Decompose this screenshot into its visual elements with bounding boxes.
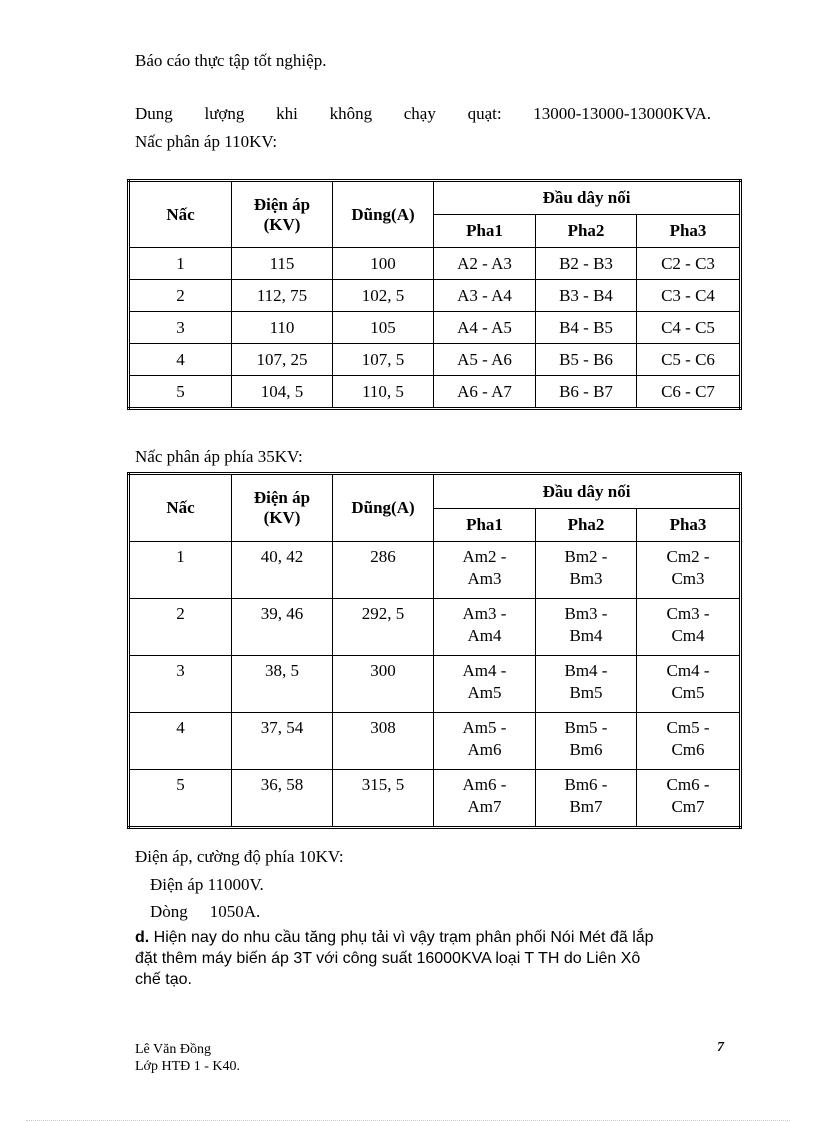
cell-pha1: A4 - A5: [434, 312, 536, 344]
table-row: [129, 248, 741, 280]
cell-pha2: B3 - B4: [536, 280, 637, 312]
cell-voltage: 107, 25: [232, 344, 333, 376]
header-dien-ap: [232, 181, 333, 248]
current-label: Dòng: [150, 902, 188, 921]
cell-pha3: [637, 770, 741, 828]
cell-pha3-top: Cm6 -: [666, 775, 710, 794]
header-dung: Dũng(A): [333, 474, 434, 542]
cell-pha2: [536, 770, 637, 828]
table-row: [129, 376, 741, 409]
capacity-word: Dung: [135, 104, 173, 123]
cell-pha2-bottom: Bm7: [569, 797, 603, 816]
cell-pha2-top: Bm2 -: [564, 547, 608, 566]
header-pha1: Pha1: [434, 509, 536, 542]
header-pha2: Pha2: [536, 215, 637, 248]
cell-pha1: A5 - A6: [434, 344, 536, 376]
tap-110kv-table: [127, 179, 742, 410]
voltage-10kv: Điện áp 11000V.: [150, 875, 264, 894]
cell-nac: 3: [129, 312, 232, 344]
cell-pha1: A2 - A3: [434, 248, 536, 280]
cell-voltage: 39, 46: [232, 599, 333, 656]
cell-current: 105: [333, 312, 434, 344]
cell-nac: 5: [129, 376, 232, 409]
cell-current: 107, 5: [333, 344, 434, 376]
cell-pha1-top: Am2 -: [462, 547, 507, 566]
cell-pha2: [536, 542, 637, 599]
cell-pha1-bottom: Am3: [467, 569, 502, 588]
header-dau-day-noi: Đầu dây nối: [434, 474, 741, 509]
header-dien-ap-line2: (KV): [263, 214, 301, 234]
header-dien-ap-line1: Điện áp: [253, 194, 311, 214]
cell-pha1-bottom: Am4: [467, 626, 502, 645]
table-row: [129, 770, 741, 828]
cell-pha1-top: Am3 -: [462, 604, 507, 623]
table-row: [129, 312, 741, 344]
header-nac: Nấc: [129, 474, 232, 542]
cell-pha2-bottom: Bm6: [569, 740, 603, 759]
header-dien-ap: [232, 474, 333, 542]
table-row: [129, 713, 741, 770]
cell-nac: 1: [129, 248, 232, 280]
cell-current: 286: [333, 542, 434, 599]
footer-author: Lê Văn Đồng: [135, 1042, 211, 1057]
header-nac: Nấc: [129, 181, 232, 248]
cell-pha3-top: Cm2 -: [666, 547, 710, 566]
paragraph-d: [135, 927, 719, 990]
cell-pha1-bottom: Am5: [467, 683, 502, 702]
table-row: [129, 542, 741, 599]
paragraph-d-line2: đặt thêm máy biến áp 3T với công suất 16000KVA loại T TH do Liên Xô: [135, 950, 641, 967]
cell-pha3: C4 - C5: [637, 312, 741, 344]
cell-pha3: C3 - C4: [637, 280, 741, 312]
header-dien-ap-line1: Điện áp: [253, 488, 311, 507]
cell-pha3-bottom: Cm5: [671, 683, 705, 702]
cell-pha3-top: Cm3 -: [666, 604, 710, 623]
cell-pha3: [637, 713, 741, 770]
header-pha1: Pha1: [434, 215, 536, 248]
cell-pha2: B5 - B6: [536, 344, 637, 376]
table-row: [129, 599, 741, 656]
cell-pha3-bottom: Cm3: [671, 569, 705, 588]
cell-voltage: 115: [232, 248, 333, 280]
cell-nac: 5: [129, 770, 232, 828]
tap-35kv-table: [127, 472, 742, 829]
cell-nac: 4: [129, 344, 232, 376]
cell-voltage: 104, 5: [232, 376, 333, 409]
cell-pha3: [637, 656, 741, 713]
page-bottom-divider: [26, 1120, 790, 1121]
paragraph-d-marker: d.: [135, 929, 150, 946]
cell-pha2: [536, 713, 637, 770]
cell-voltage: 40, 42: [232, 542, 333, 599]
cell-current: 100: [333, 248, 434, 280]
cell-current: 102, 5: [333, 280, 434, 312]
cell-pha2: B6 - B7: [536, 376, 637, 409]
cell-pha3: C5 - C6: [637, 344, 741, 376]
header-dung: Dũng(A): [333, 181, 434, 248]
cell-voltage: 38, 5: [232, 656, 333, 713]
cell-pha1: A3 - A4: [434, 280, 536, 312]
cell-pha1-top: Am5 -: [462, 718, 507, 737]
cell-pha3-bottom: Cm6: [671, 740, 705, 759]
cell-pha2-bottom: Bm5: [569, 683, 603, 702]
capacity-value: 13000-13000-13000KVA.: [533, 104, 711, 123]
paragraph-d-line1: [135, 927, 719, 948]
current-10kv: [150, 901, 260, 923]
capacity-word: khi: [276, 104, 298, 123]
section-10kv-heading: Điện áp, cường độ phía 10KV:: [135, 847, 344, 866]
cell-pha1-top: Am6 -: [462, 775, 507, 794]
capacity-word: lượng: [204, 104, 245, 123]
capacity-line: [135, 103, 711, 125]
table-row: [129, 344, 741, 376]
cell-current: 110, 5: [333, 376, 434, 409]
cell-pha2-top: Bm6 -: [564, 775, 608, 794]
table-row: [129, 656, 741, 713]
cell-pha3: [637, 599, 741, 656]
cell-pha2: [536, 599, 637, 656]
tap-35-label: Nấc phân áp phía 35KV:: [135, 447, 303, 466]
cell-pha1-bottom: Am7: [467, 797, 502, 816]
table-row: [129, 280, 741, 312]
cell-voltage: 37, 54: [232, 713, 333, 770]
cell-pha3-bottom: Cm4: [671, 626, 705, 645]
header-dau-day-noi: Đầu dây nối: [434, 181, 741, 215]
cell-pha2-top: Bm3 -: [564, 604, 608, 623]
cell-voltage: 36, 58: [232, 770, 333, 828]
cell-pha1-bottom: Am6: [467, 740, 502, 759]
cell-voltage: 112, 75: [232, 280, 333, 312]
cell-pha2-bottom: Bm3: [569, 569, 603, 588]
capacity-word: không: [329, 104, 373, 123]
header-pha2: Pha2: [536, 509, 637, 542]
tap-110-label: Nấc phân áp 110KV:: [135, 132, 278, 151]
cell-current: 308: [333, 713, 434, 770]
cell-nac: 2: [129, 280, 232, 312]
cell-pha3: C6 - C7: [637, 376, 741, 409]
cell-pha1: [434, 599, 536, 656]
cell-current: 315, 5: [333, 770, 434, 828]
cell-pha2: [536, 656, 637, 713]
cell-pha1: [434, 542, 536, 599]
header-dien-ap-line2: (KV): [263, 508, 301, 527]
cell-voltage: 110: [232, 312, 333, 344]
cell-pha3-bottom: Cm7: [671, 797, 705, 816]
cell-pha3-top: Cm4 -: [666, 661, 710, 680]
cell-nac: 1: [129, 542, 232, 599]
cell-pha2: B2 - B3: [536, 248, 637, 280]
cell-pha2-bottom: Bm4: [569, 626, 603, 645]
cell-pha2-top: Bm5 -: [564, 718, 608, 737]
header-pha3: Pha3: [637, 215, 741, 248]
cell-nac: 3: [129, 656, 232, 713]
cell-pha1: A6 - A7: [434, 376, 536, 409]
capacity-word: chạy: [403, 104, 436, 123]
paragraph-d-line3: chế tạo.: [135, 971, 192, 988]
cell-pha2: B4 - B5: [536, 312, 637, 344]
cell-current: 292, 5: [333, 599, 434, 656]
cell-pha1: [434, 656, 536, 713]
cell-pha3: [637, 542, 741, 599]
footer-class: Lớp HTĐ 1 - K40.: [135, 1059, 240, 1074]
paragraph-d-line1-text: Hiện nay do nhu cầu tăng phụ tải vì vậy trạm phân phối Nói Mét đã lắp: [153, 929, 654, 946]
page-header-title: Báo cáo thực tập tốt nghiệp.: [135, 51, 327, 70]
cell-nac: 2: [129, 599, 232, 656]
capacity-word: quạt:: [467, 104, 502, 123]
cell-current: 300: [333, 656, 434, 713]
cell-pha1: [434, 770, 536, 828]
cell-pha3: C2 - C3: [637, 248, 741, 280]
cell-pha2-top: Bm4 -: [564, 661, 608, 680]
page-number: 7: [717, 1040, 724, 1055]
cell-pha3-top: Cm5 -: [666, 718, 710, 737]
cell-nac: 4: [129, 713, 232, 770]
cell-pha1-top: Am4 -: [462, 661, 507, 680]
header-pha3: Pha3: [637, 509, 741, 542]
cell-pha1: [434, 713, 536, 770]
current-value: 1050A.: [209, 902, 261, 921]
